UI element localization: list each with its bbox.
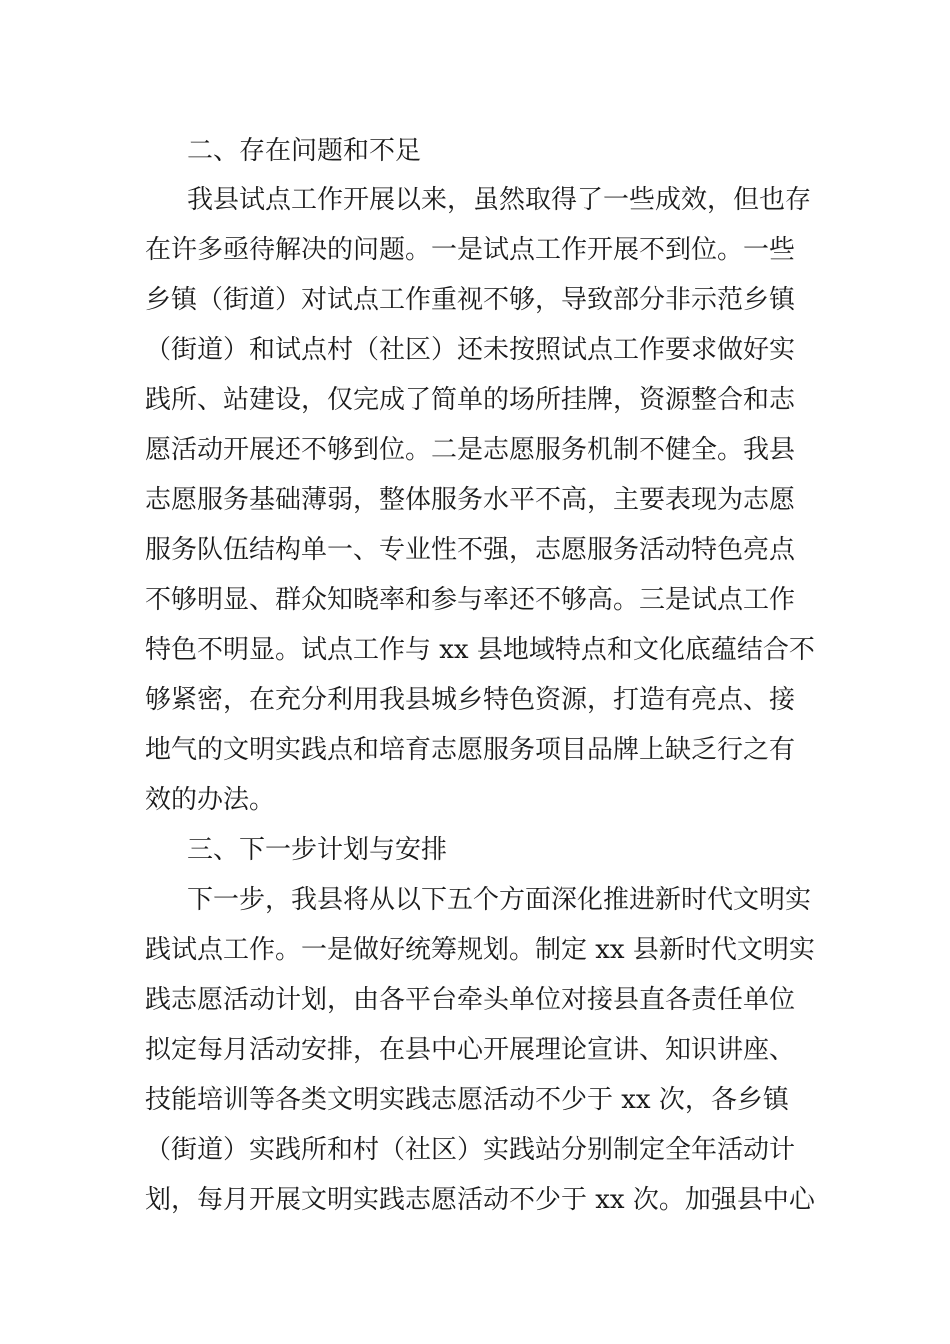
paragraph-line: （街道）实践所和村（社区）实践站分别制定全年活动计 (145, 1135, 796, 1165)
paragraph-line: 志愿服务基础薄弱，整体服务水平不高，主要表现为志愿 (145, 485, 796, 515)
paragraph-line: 拟定每月活动安排，在县中心开展理论宣讲、知识讲座、 (145, 1035, 796, 1065)
paragraph-line: 践志愿活动计划，由各平台牵头单位对接县直各责任单位 (145, 985, 796, 1015)
paragraph-line: 在许多亟待解决的问题。一是试点工作开展不到位。一些 (145, 235, 796, 265)
paragraph-line: 乡镇（街道）对试点工作重视不够，导致部分非示范乡镇 (145, 285, 796, 315)
paragraph-line: 下一步，我县将从以下五个方面深化推进新时代文明实 (187, 885, 812, 915)
paragraph-line: 划，每月开展文明实践志愿活动不少于 xx 次。加强县中心 (145, 1185, 815, 1215)
paragraph-line: 愿活动开展还不够到位。二是志愿服务机制不健全。我县 (145, 435, 796, 465)
section-heading-problems: 二、存在问题和不足 (187, 136, 422, 166)
paragraph-line: 服务队伍结构单一、专业性不强，志愿服务活动特色亮点 (145, 535, 796, 565)
paragraph-line: 特色不明显。试点工作与 xx 县地域特点和文化底蕴结合不 (145, 635, 815, 665)
paragraph-line: （街道）和试点村（社区）还未按照试点工作要求做好实 (145, 335, 796, 365)
paragraph-line: 技能培训等各类文明实践志愿活动不少于 xx 次，各乡镇 (145, 1085, 789, 1115)
paragraph-line: 效的办法。 (145, 785, 276, 815)
section-heading-next-steps: 三、下一步计划与安排 (187, 835, 448, 865)
paragraph-line: 地气的文明实践点和培育志愿服务项目品牌上缺乏行之有 (145, 735, 796, 765)
paragraph-line: 践所、站建设，仅完成了简单的场所挂牌，资源整合和志 (145, 385, 796, 415)
paragraph-line: 践试点工作。一是做好统筹规划。制定 xx 县新时代文明实 (145, 935, 815, 965)
paragraph-line: 不够明显、群众知晓率和参与率还不够高。三是试点工作 (145, 585, 796, 615)
paragraph-line: 够紧密，在充分利用我县城乡特色资源，打造有亮点、接 (145, 685, 796, 715)
paragraph-line: 我县试点工作开展以来，虽然取得了一些成效，但也存 (187, 185, 812, 215)
